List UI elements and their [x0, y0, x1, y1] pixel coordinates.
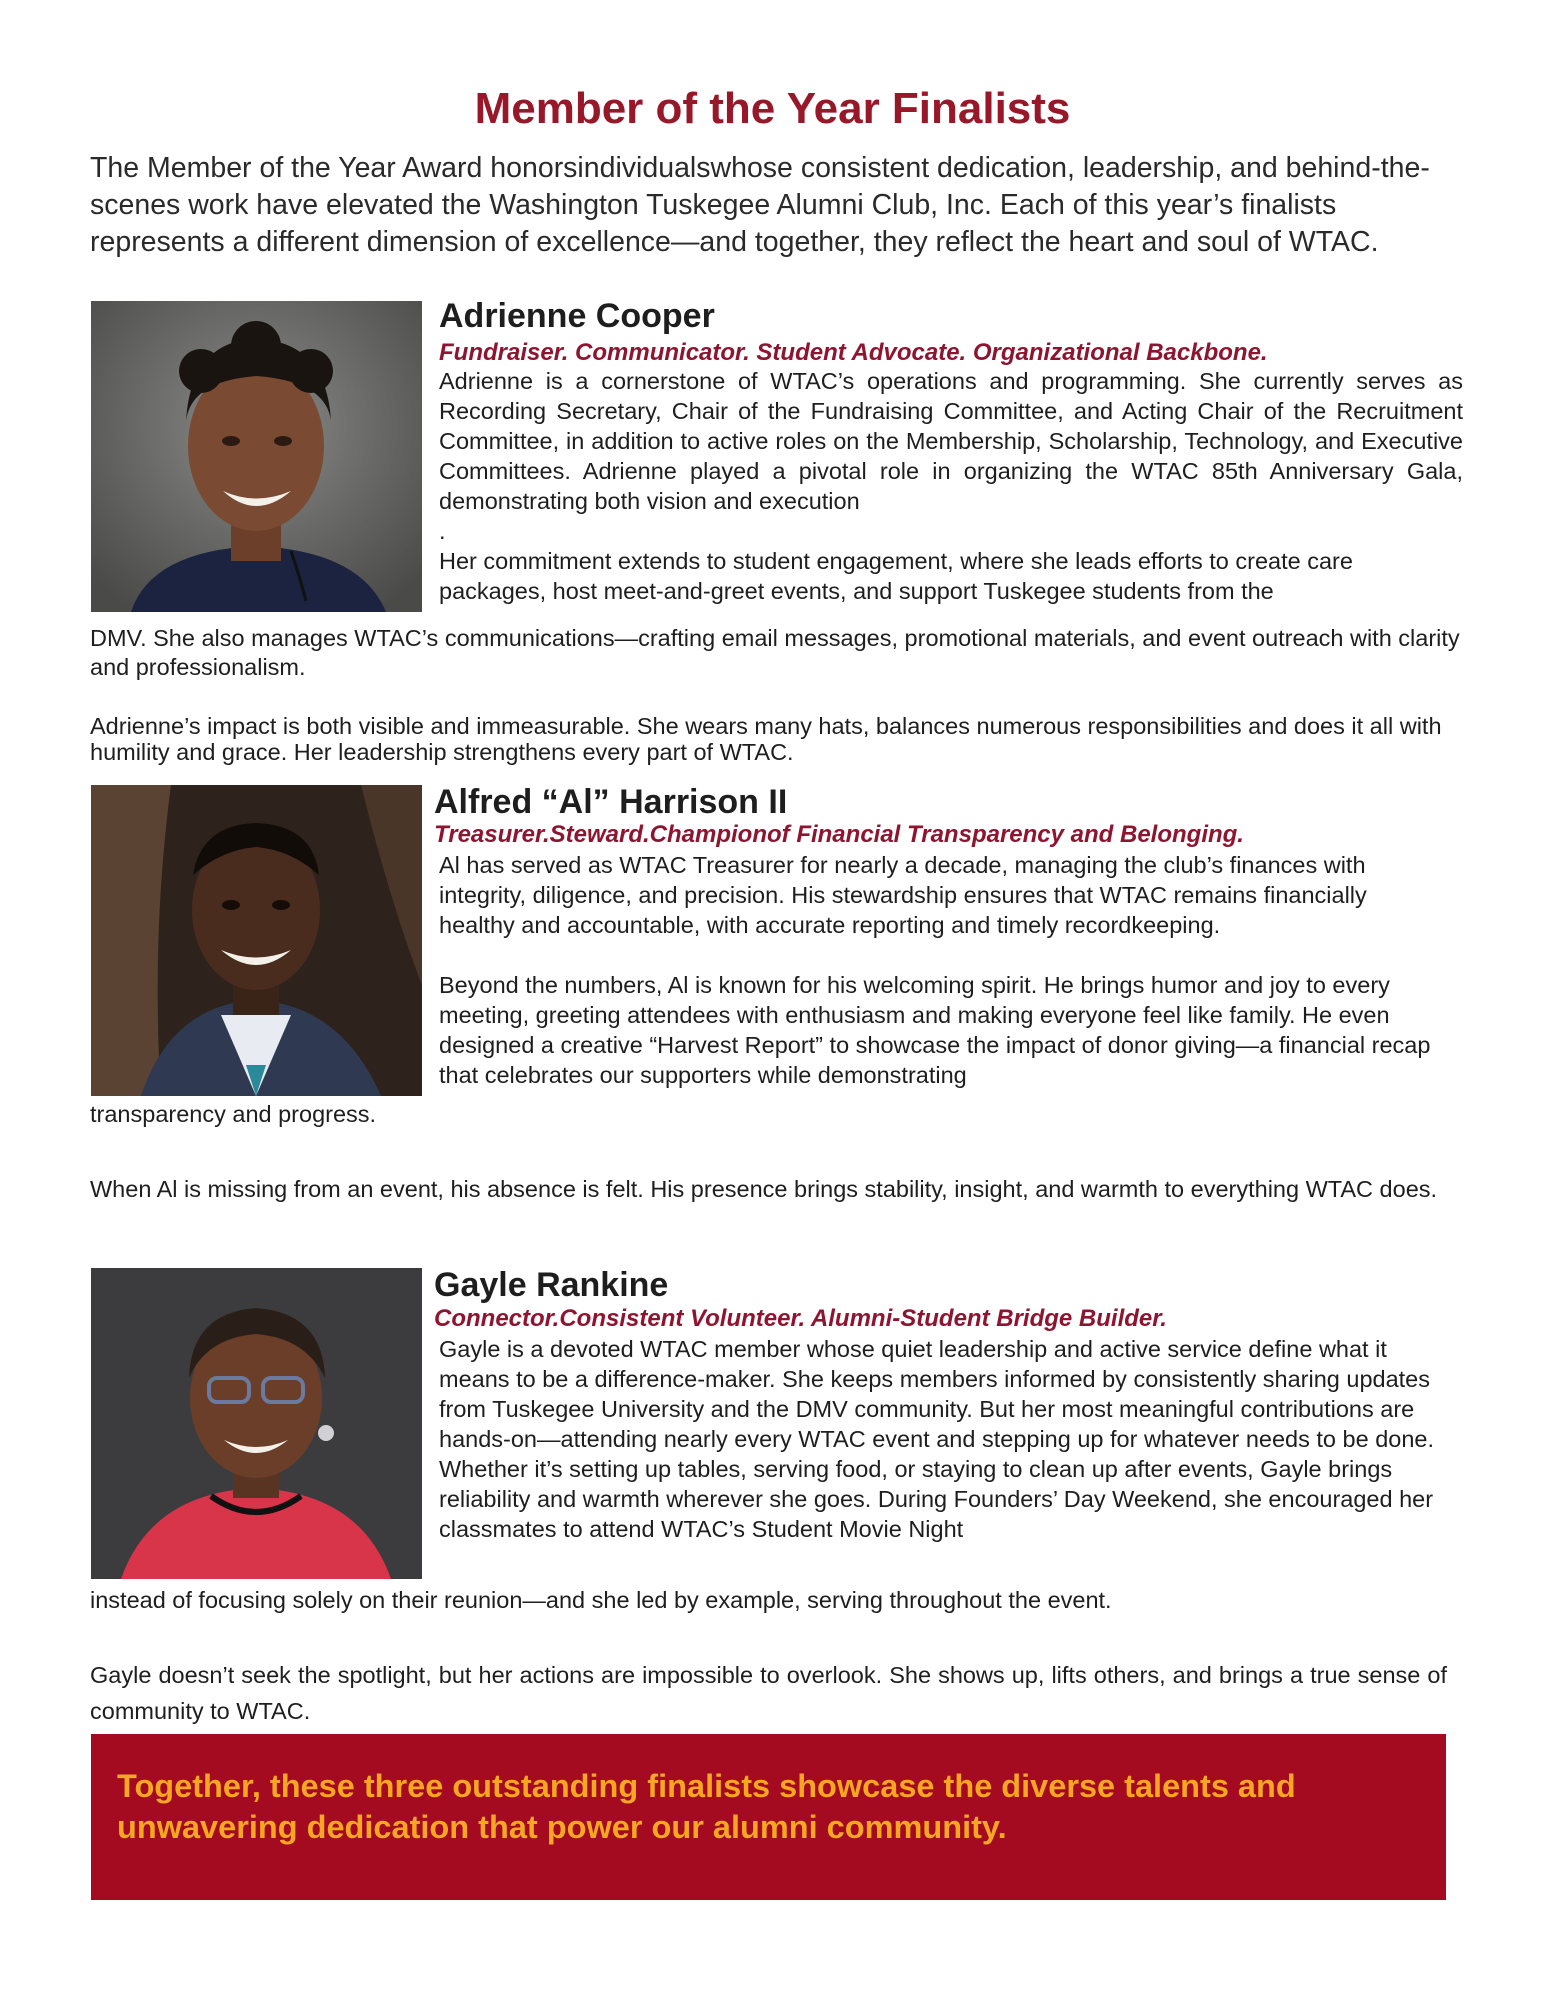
bio-paragraph: Her commitment extends to student engagement, where she leads efforts to create care packages, host meet-and-greet events, and support Tuskegee students from the	[439, 548, 1353, 604]
finalist-photo-alfred	[91, 785, 422, 1096]
finalist-bio	[439, 1334, 1439, 1544]
bio-paragraph: Adrienne is a cornerstone of WTAC’s operations and programming. She currently serves as Recording Secretary, Chair of the Fundraising Committee, and Acting Chair of the Recruitment Committee, in addition to active roles on the Membership, Scholarship, Technology, and Executive Committees. Adrienne played a pivotal role in organizing the WTAC 85th Anniversary Gala, demonstrating both vision and execution	[439, 368, 1463, 514]
bio-paragraph-end: .	[439, 518, 446, 544]
finalist-name: Gayle Rankine	[434, 1266, 669, 1304]
bio-paragraph: Al has served as WTAC Treasurer for nearly a decade, managing the club’s finances with integrity, diligence, and precision. His stewardship ensures that WTAC remains financially healthy and accountable, with accurate reporting and timely recordkeeping.	[439, 852, 1367, 938]
finalist-bio	[439, 850, 1439, 1090]
finalist-name: Alfred “Al” Harrison II	[434, 783, 788, 821]
bio-paragraph: Adrienne’s impact is both visible and immeasurable. She wears many hats, balances numerous responsibilities and does it all with humility and grace. Her leadership strengthens every part of WTAC.	[90, 713, 1442, 765]
bio-paragraph-continued: DMV. She also manages WTAC’s communications—crafting email messages, promotional materials, and event outreach with clarity and professionalism.	[90, 625, 1460, 680]
bio-paragraph: When Al is missing from an event, his absence is felt. His presence brings stability, insight, and warmth to everything WTAC does.	[90, 1176, 1438, 1202]
bio-paragraph: Gayle doesn’t seek the spotlight, but her actions are impossible to overlook. She shows up, lifts others, and brings a true sense of community to WTAC.	[90, 1662, 1447, 1724]
banner-text: Together, these three outstanding finalists showcase the diverse talents and unwavering dedication that power our alumni community.	[117, 1768, 1296, 1845]
closing-banner	[91, 1734, 1446, 1900]
bio-paragraph-continued: instead of focusing solely on their reunion—and she led by example, serving throughout the event.	[90, 1587, 1112, 1613]
finalist-name: Adrienne Cooper	[439, 297, 715, 335]
finalist-tagline: Connector.Consistent Volunteer. Alumni-Student Bridge Builder.	[434, 1305, 1167, 1332]
page-title: Member of the Year Finalists	[474, 84, 1071, 133]
finalist-photo-adrienne	[91, 301, 422, 612]
finalist-tagline: Treasurer.Steward.Championof Financial Transparency and Belonging.	[434, 821, 1244, 848]
bio-paragraph: Whether it’s setting up tables, serving food, or staying to clean up after events, Gayle brings reliability and warmth wherever she goes. During Founders’ Day Weekend, she encouraged her classmates to attend WTAC’s Student Movie Night	[439, 1456, 1434, 1542]
intro-paragraph: The Member of the Year Award honorsindividualswhose consistent dedication, leadership, and behind-the-scenes work have elevated the Washington Tuskegee Alumni Club, Inc. Each of this year’s finalists represents a different dimension of excellence—and together, they reflect the heart and soul of WTAC.	[90, 152, 1430, 258]
finalist-tagline: Fundraiser. Communicator. Student Advocate. Organizational Backbone.	[439, 339, 1268, 366]
finalist-photo-gayle	[91, 1268, 422, 1579]
bio-paragraph: Beyond the numbers, Al is known for his welcoming spirit. He brings humor and joy to every meeting, greeting attendees with enthusiasm and making everyone feel like family. He even designed a creative “Harvest Report” to showcase the impact of donor giving—a financial recap that celebrates our supporters while demonstrating	[439, 972, 1431, 1088]
bio-paragraph-continued: transparency and progress.	[90, 1101, 377, 1127]
finalist-bio	[439, 366, 1463, 606]
bio-paragraph: Gayle is a devoted WTAC member whose quiet leadership and active service define what it means to be a difference-maker. She keeps members informed by consistently sharing updates from Tuskegee University and the DMV community. But her most meaningful contributions are hands-on—attending nearly every WTAC event and stepping up for whatever needs to be done.	[439, 1336, 1435, 1452]
